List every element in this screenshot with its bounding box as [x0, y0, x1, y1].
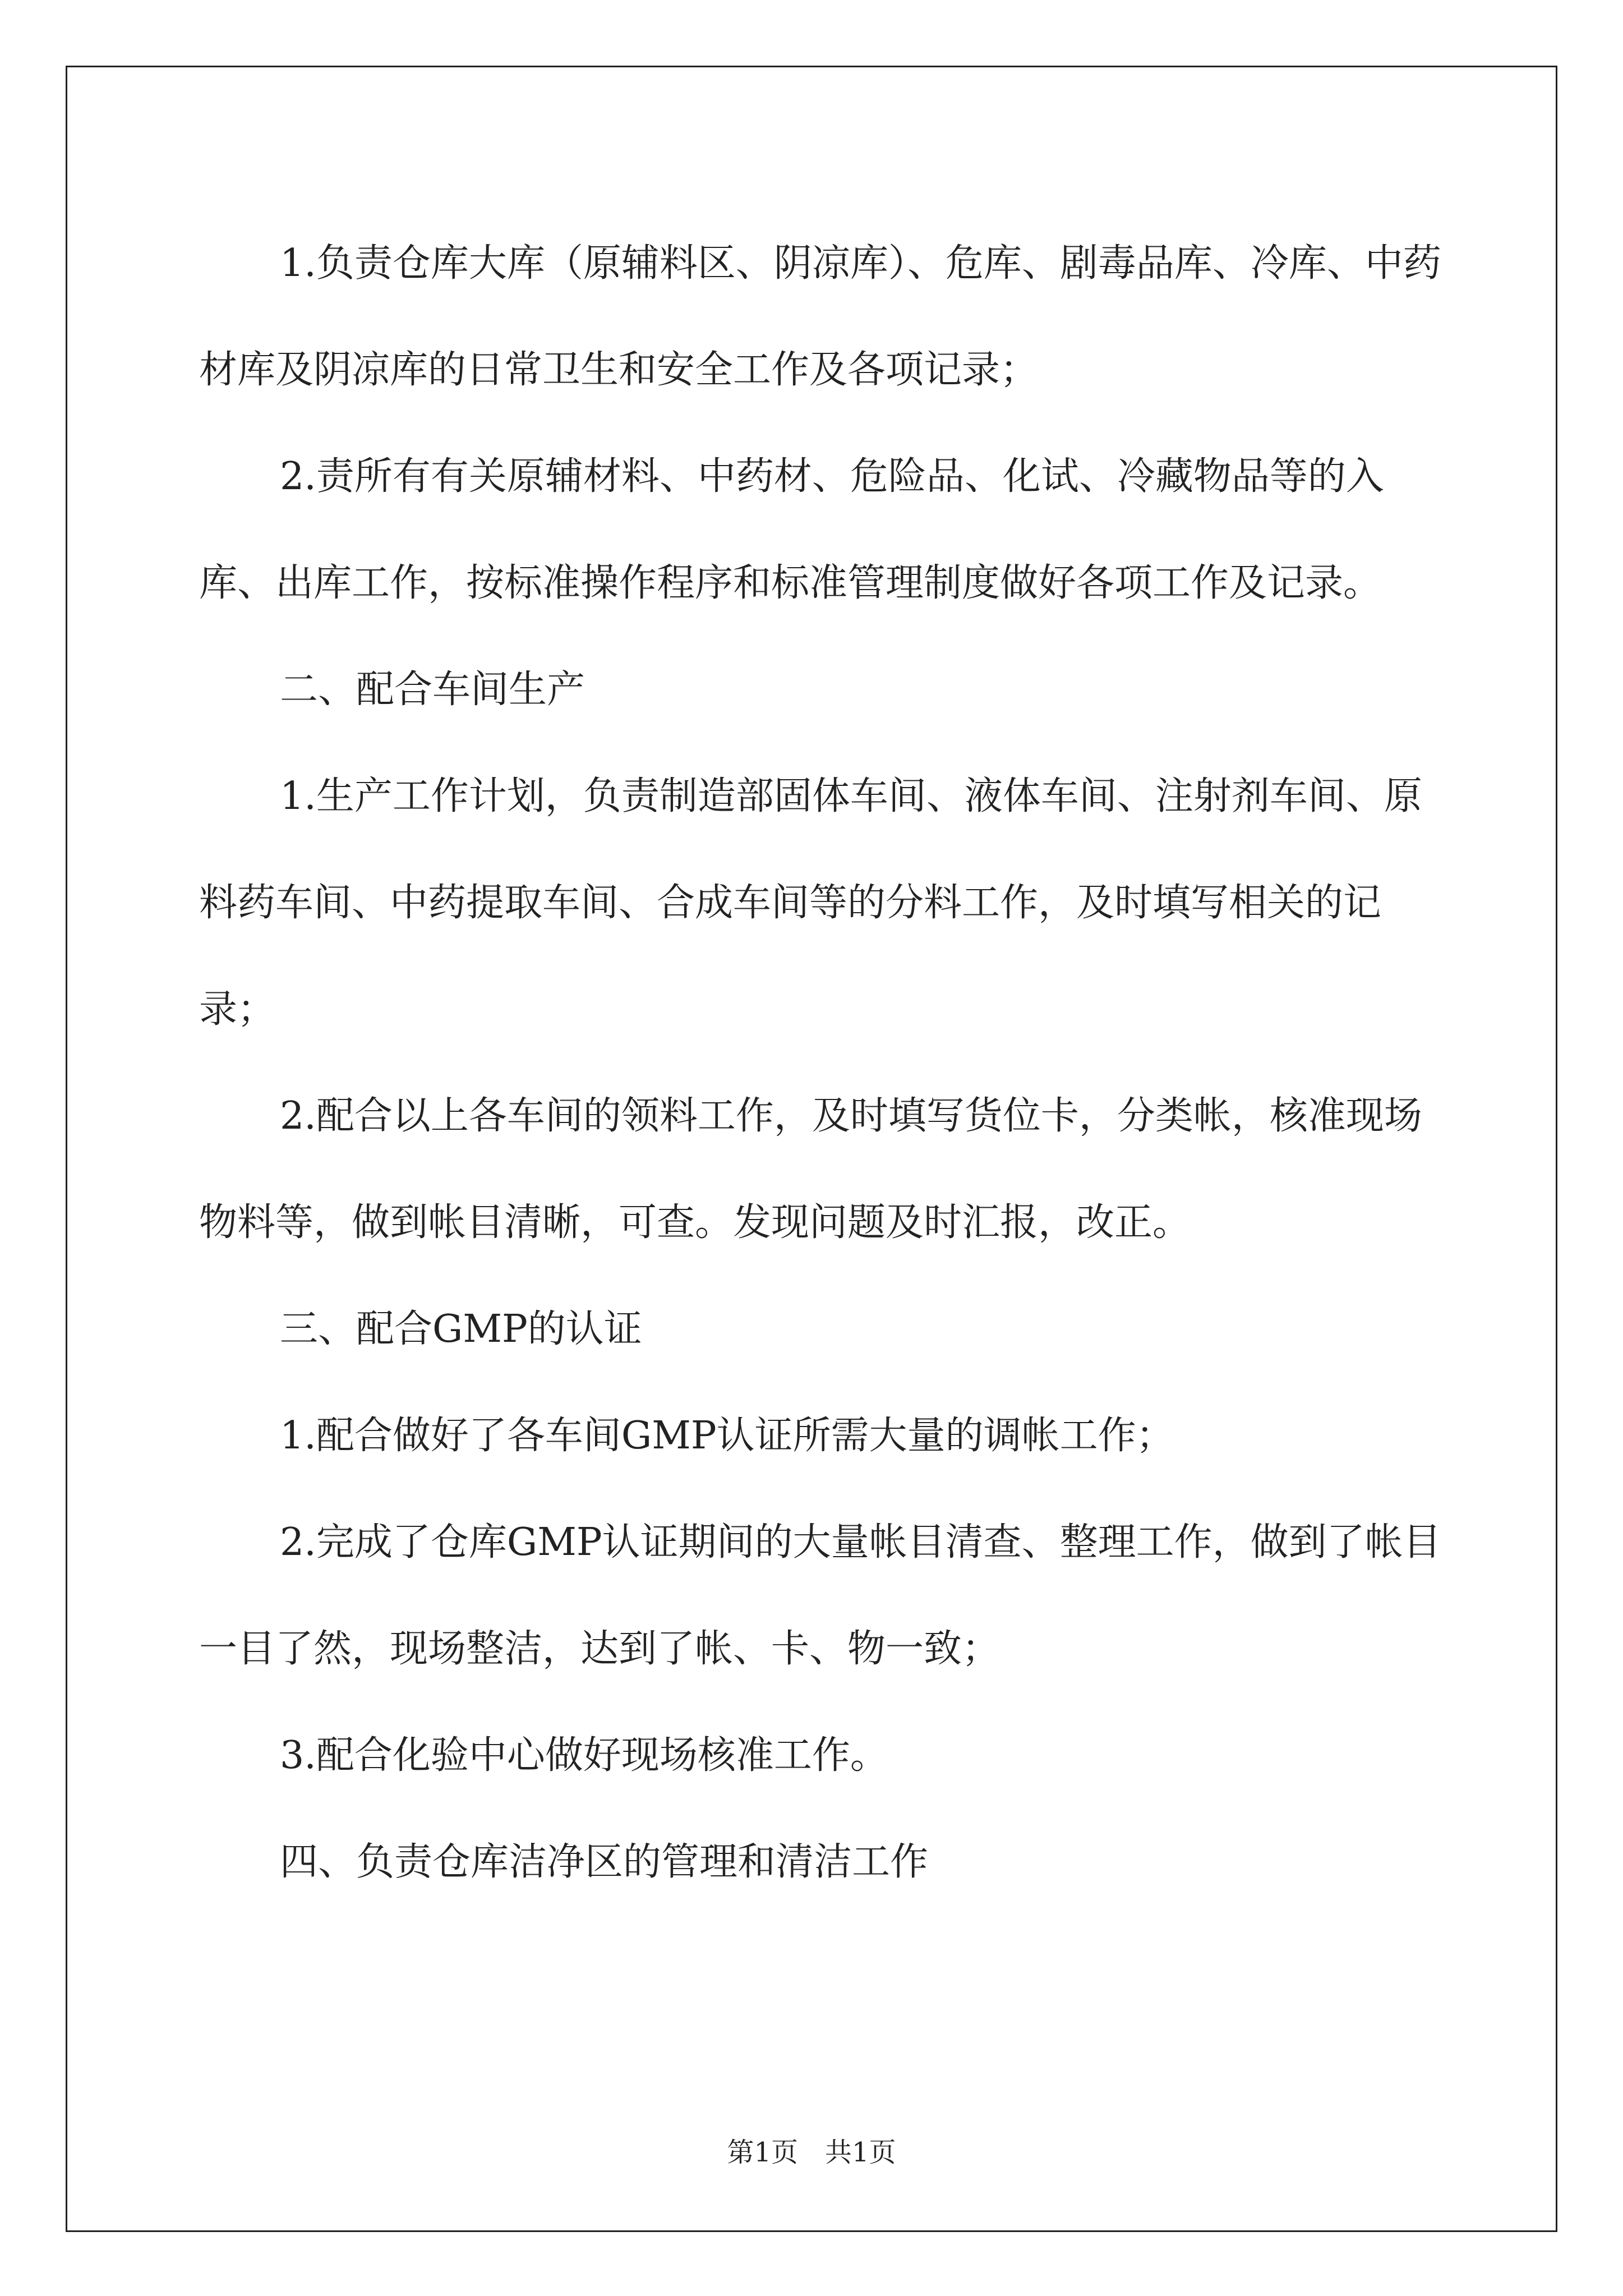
document-body	[199, 210, 1455, 1916]
section-heading-3: 三、配合GMP的认证	[280, 1307, 642, 1351]
paragraph-5: 1.配合做好了各车间GMP认证所需大量的调帐工作；	[280, 1414, 1174, 1458]
section-heading-4: 四、负责仓库洁净区的管理和清洁工作	[280, 1840, 929, 1884]
section-heading-2: 二、配合车间生产	[280, 668, 585, 712]
paragraph-7: 3.配合化验中心做好现场核准工作。	[280, 1733, 888, 1778]
paragraph-1: 1.负责仓库大库（原辅料区、阴凉库）、危库、剧毒品库、冷库、中药材库及阴凉库的日常卫生和安全工作及各项记录；	[199, 241, 1441, 392]
paragraph-3: 1.生产工作计划，负责制造部固体车间、液体车间、注射剂车间、原料药车间、中药提取车间、合成车间等的分料工作，及时填写相关的记录；	[199, 774, 1422, 1032]
paragraph-4: 2.配合以上各车间的领料工作，及时填写货位卡，分类帐，核准现场物料等，做到帐目清晰，可查。发现问题及时汇报，改正。	[199, 1094, 1422, 1245]
paragraph-2: 2.责所有有关原辅材料、中药材、危险品、化试、冷藏物品等的入库、出库工作，按标准操作程序和标准管理制度做好各项工作及记录。	[199, 454, 1384, 605]
paragraph-6: 2.完成了仓库GMP认证期间的大量帐目清查、整理工作，做到了帐目一目了然，现场整洁，达到了帐、卡、物一致；	[199, 1520, 1441, 1671]
page-footer: 第1页 共1页	[727, 2137, 896, 2168]
